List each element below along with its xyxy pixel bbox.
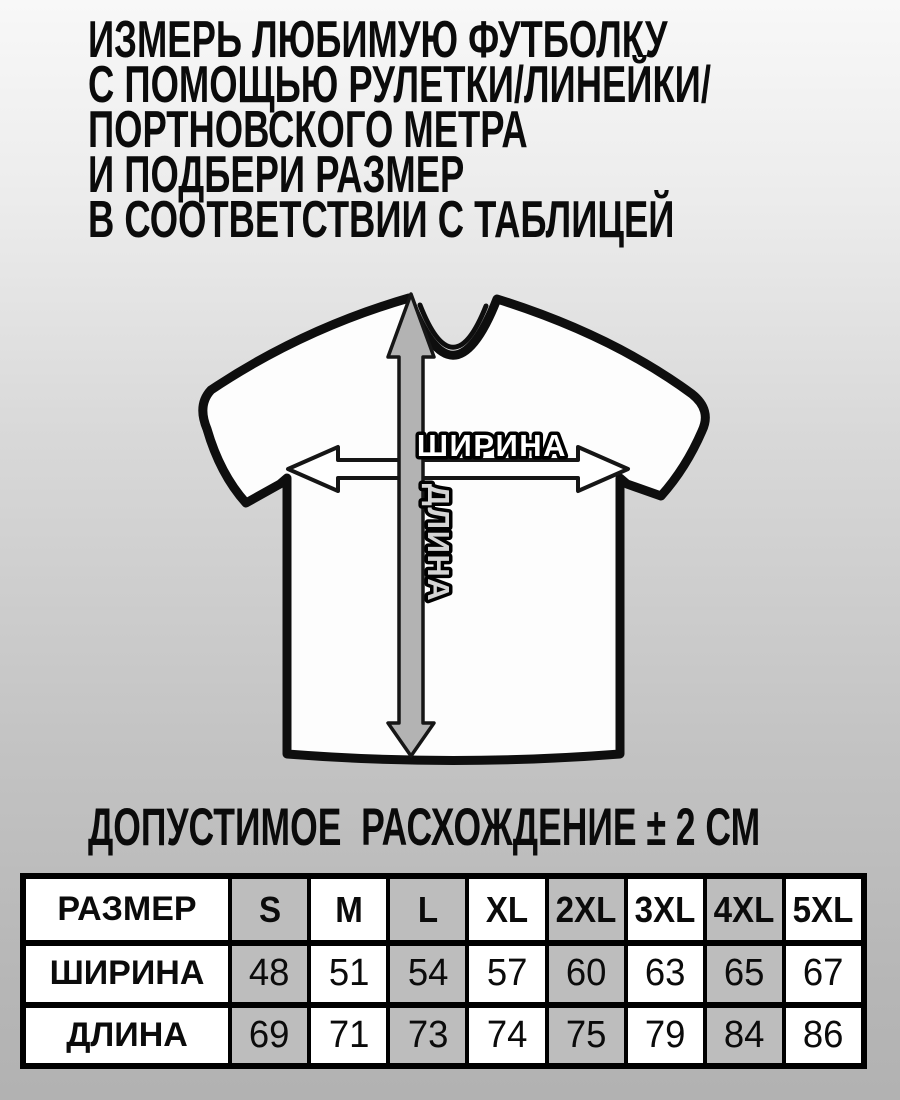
- length-value-l: 73: [386, 1002, 465, 1063]
- width-value-m: 51: [307, 940, 386, 1001]
- tolerance-note: ДОПУСТИМОЕ РАСХОЖДЕНИЕ ± 2 СМ: [88, 798, 761, 857]
- instructions-line-2: С ПОМОЩЬЮ РУЛЕТКИ/ЛИНЕЙКИ/: [88, 56, 711, 114]
- width-value-4xl: 65: [703, 940, 782, 1001]
- width-value-l: 54: [386, 940, 465, 1001]
- width-value-s: 48: [228, 940, 307, 1001]
- width-arrow-label: ШИРИНА: [416, 428, 568, 463]
- table-header-5xl: 5XL: [782, 879, 861, 940]
- instructions-text: [88, 11, 711, 249]
- length-value-s: 69: [228, 1002, 307, 1063]
- table-header-m: M: [307, 879, 386, 940]
- tshirt-svg: [180, 272, 720, 782]
- instructions-line-4: И ПОДБЕРИ РАЗМЕР: [88, 146, 465, 204]
- size-table: [20, 873, 867, 1069]
- instructions-line-1: ИЗМЕРЬ ЛЮБИМУЮ ФУТБОЛКУ: [88, 11, 668, 69]
- length-value-5xl: 86: [782, 1002, 861, 1063]
- table-header-xl: XL: [465, 879, 544, 940]
- table-row-length-label: ДЛИНА: [26, 1002, 228, 1063]
- width-value-3xl: 63: [624, 940, 703, 1001]
- length-value-xl: 74: [465, 1002, 544, 1063]
- tshirt-diagram: [180, 272, 720, 782]
- length-value-3xl: 79: [624, 1002, 703, 1063]
- table-header-s: S: [228, 879, 307, 940]
- table-header-2xl: 2XL: [545, 879, 624, 940]
- width-value-2xl: 60: [545, 940, 624, 1001]
- instructions-line-5: В СООТВЕТСТВИИ С ТАБЛИЦЕЙ: [88, 191, 675, 249]
- width-value-5xl: 67: [782, 940, 861, 1001]
- length-value-4xl: 84: [703, 1002, 782, 1063]
- table-header-l: L: [386, 879, 465, 940]
- instructions-line-3: ПОРТНОВСКОГО МЕТРА: [88, 101, 528, 159]
- table-header-3xl: 3XL: [624, 879, 703, 940]
- table-header-size: РАЗМЕР: [26, 879, 228, 940]
- length-value-m: 71: [307, 1002, 386, 1063]
- width-value-xl: 57: [465, 940, 544, 1001]
- table-header-4xl: 4XL: [703, 879, 782, 940]
- length-value-2xl: 75: [545, 1002, 624, 1063]
- length-arrow-label: ДЛИНА: [421, 483, 456, 603]
- table-row-width-label: ШИРИНА: [26, 940, 228, 1001]
